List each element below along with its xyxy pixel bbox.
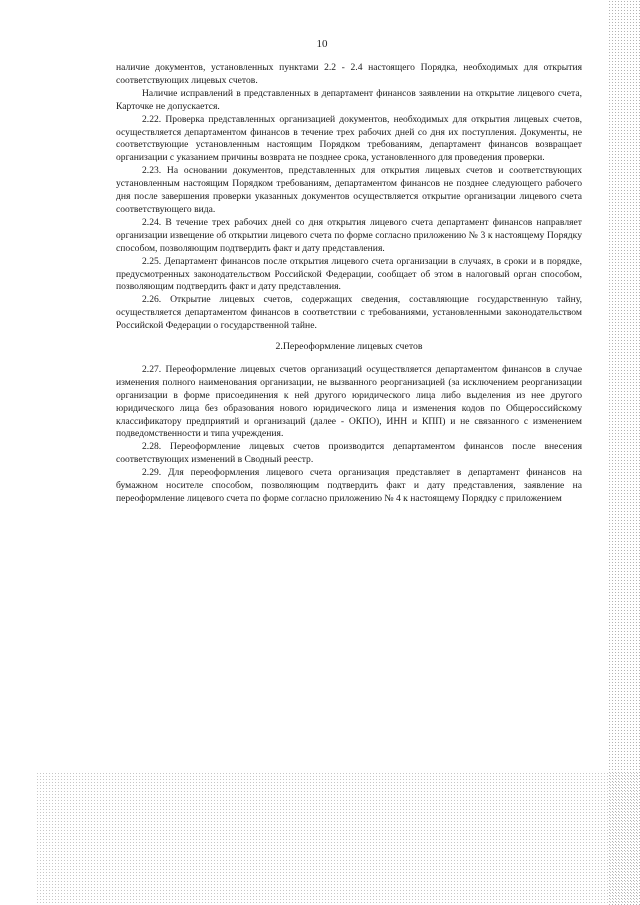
scan-noise-right bbox=[608, 0, 640, 905]
section-heading: 2.Переоформление лицевых счетов bbox=[275, 341, 423, 353]
document-body bbox=[116, 62, 582, 506]
paragraph-2-24: 2.24. В течение трех рабочих дней со дня открытия лицевого счета департамент финансов направляет организации извещение об открытии лицевого счета по форме согласно приложению № 3 к настоящему Порядку способом, позволяющим подтвердить факт и дату представления. bbox=[116, 216, 582, 254]
document-sheet bbox=[36, 0, 608, 772]
page-number: 10 bbox=[316, 38, 328, 50]
paragraph-2-26: 2.26. Открытие лицевых счетов, содержащих сведения, составляющие государственную тайну, осуществляется департаментом финансов в соответствии с требованиями, установленными законодательством Российской Федерации о государственной тайне. bbox=[116, 294, 582, 332]
paragraph-continuation: наличие документов, установленных пунктами 2.2 - 2.4 настоящего Порядка, необходимых для открытия соответствующих лицевых счетов. bbox=[116, 62, 582, 86]
paragraph-2-27: 2.27. Переоформление лицевых счетов организаций осуществляется департаментом финансов в случае изменения полного наименования организации, не вызванного реорганизацией (за исключением реорганизации организации в форме присоединения к ней другого юридического лица либо выделения из нее другого юридического лица без образования нового юридического лица и изменения кодов по Общероссийскому классификатору предприятий и организаций (далее - ОКПО), ИНН и КПП) и не связанного с изменением подведомственности и типа учреждения. bbox=[116, 363, 582, 440]
paragraph-2-23: 2.23. На основании документов, представленных для открытия лицевых счетов и соответствующих установленным настоящим Порядком требованиям, департаментом финансов не позднее следующего рабочего дня после завершения проверки указанных документов осуществляется открытие организации лицевого счета соответствующего вида. bbox=[116, 165, 582, 215]
scan-noise-bottom bbox=[36, 772, 640, 905]
paragraph-2-29: 2.29. Для переоформления лицевого счета организация представляет в департамент финансов на бумажном носителе способом, позволяющим подтвердить факт и дату представления, заявление на переоформление лицевого счета по форме согласно приложению № 4 к настоящему Порядку с приложением bbox=[116, 467, 582, 504]
paragraph-corrections: Наличие исправлений в представленных в департамент финансов заявлении на открытие лицевого счета, Карточке не допускается. bbox=[116, 87, 582, 112]
paragraph-2-28: 2.28. Переоформление лицевых счетов производится департаментом финансов после внесения соответствующих изменений в Сводный реестр. bbox=[116, 441, 582, 466]
paragraph-2-22: 2.22. Проверка представленных организацией документов, необходимых для открытия лицевых счетов, осуществляется департаментом финансов в течение трех рабочих дней со дня их поступления. Документы, не соответствующие установленным настоящим Порядком требованиям, департамент финансов возвращает организации с указанием причины возврата не позднее срока, установленного для проведения проверки. bbox=[116, 113, 582, 164]
paragraph-2-25: 2.25. Департамент финансов после открытия лицевого счета организации в случаях, в сроки и в порядке, предусмотренных законодательством Российской Федерации, сообщает об этом в налоговый орган способом, позволяющим подтвердить факт и дату представления. bbox=[116, 255, 582, 293]
